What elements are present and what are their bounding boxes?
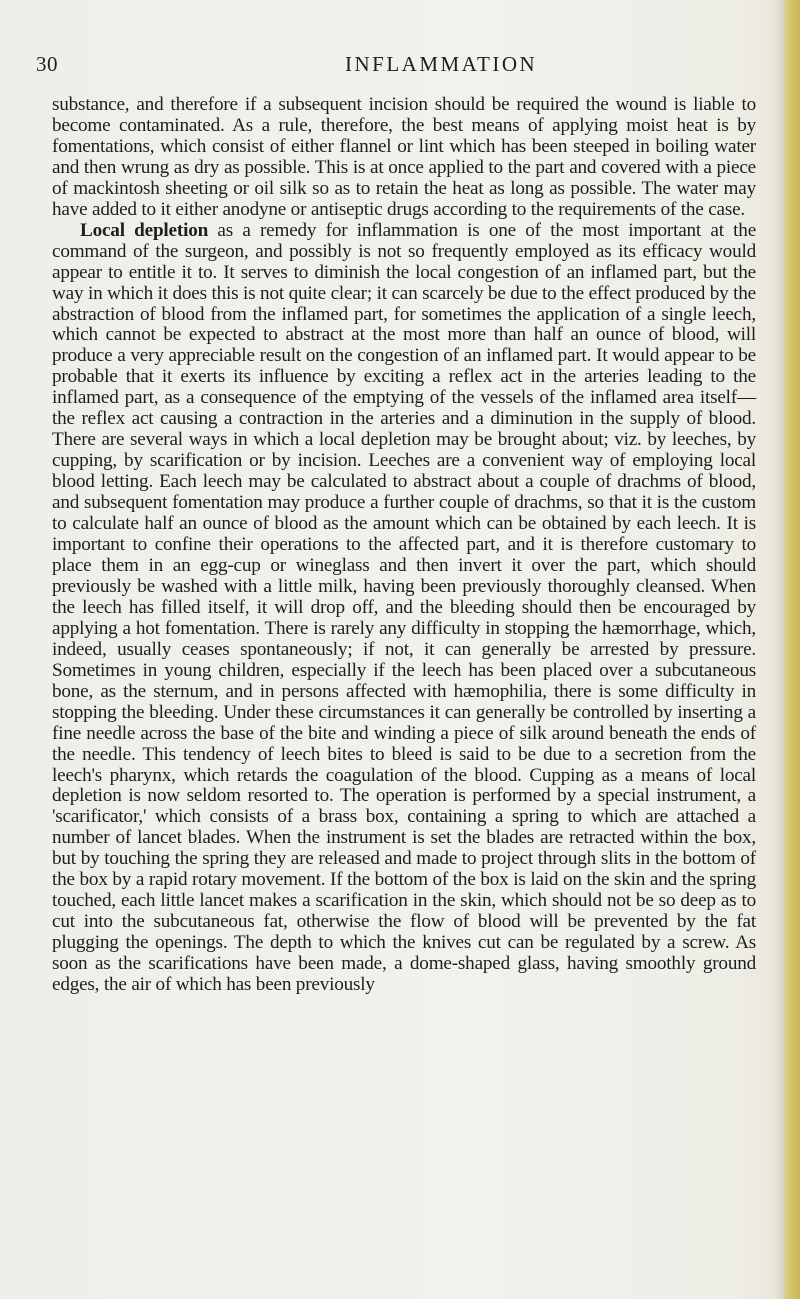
running-head: INFLAMMATION bbox=[345, 52, 538, 76]
page-header bbox=[0, 52, 800, 82]
paragraph-local-depletion bbox=[52, 221, 756, 996]
body-text bbox=[52, 95, 756, 996]
page-number: 30 bbox=[36, 52, 58, 76]
paragraph-lead-term: Local depletion bbox=[80, 219, 209, 241]
paragraph-text: as a remedy for inflammation is one of the most important at the command of the surgeon, and possibly is not so frequently employed as its efficacy would appear to entitle it to. It serves to diminish the local congestion of an inflamed part, but the way in which it does this is not quite clear; it can scarcely be due to the effect produced by the abstraction of blood from the inflamed part, for sometimes the application of a single leech, which cannot be expected to abstract at the most more than half an ounce of blood, will produce a very appreciable result on the congestion of an inflamed part. It would appear to be probable that it exerts its influence by exciting a reflex act in the arteries leading to the inflamed part, as a consequence of the emptying of the vessels of the inflamed area itself—the reflex act causing a contraction in the arteries and a diminution in the supply of blood. There are several ways in which a local depletion may be brought about; viz. by leeches, by cupping, by scarification or by incision. Leeches are a convenient way of employing local blood letting. Each leech may be calculated to abstract about a couple of drachms of blood, and subsequent fomentation may produce a further couple of drachms, so that it is the custom to calculate half an ounce of blood as the amount which can be obtained by each leech. It is important to confine their operations to the affected part, and it is therefore customary to place them in an egg-cup or wineglass and then invert it over the part, which should previously be washed with a little milk, having been previously thoroughly cleansed. When the leech has filled itself, it will drop off, and the bleeding should then be encouraged by applying a hot fomentation. There is rarely any difficulty in stopping the hæmorrhage, which, indeed, usually ceases spontaneously; if not, it can generally be arrested by pressure. Sometimes in young children, especially if the leech has been placed over a subcutaneous bone, as the sternum, and in persons affected with hæmophilia, there is some difficulty in stopping the bleeding. Under these circumstances it can generally be controlled by inserting a fine needle across the base of the bite and winding a piece of silk around beneath the ends of the needle. This tendency of leech bites to bleed is said to be due to a secretion from the leech's pharynx, which retards the coagulation of the blood. Cupping as a means of local depletion is now seldom resorted to. The operation is performed by a special instrument, a 'scarificator,' which consists of a brass box, containing a spring to which are attached a number of lancet blades. When the instrument is set the blades are retracted within the box, but by touching the spring they are released and made to project through slits in the bottom of the box by a rapid rotary movement. If the bottom of the box is laid on the skin and the spring touched, each little lancet makes a scarification in the skin, which should not be so deep as to cut into the subcutaneous fat, otherwise the flow of blood will be prevented by the fat plugging the openings. The depth to which the knives cut can be regulated by a screw. As soon as the scarifications have been made, a dome-shaped glass, having smoothly ground edges, the air of which has been previously bbox=[52, 219, 757, 996]
page-edge-strip bbox=[784, 0, 800, 1299]
paragraph-text: substance, and therefore if a subsequent incision should be required the wound is liable to become contaminated. As a rule, therefore, the best means of applying moist heat is by fomentations, which consist of either flannel or lint which has been steeped in boiling water and then wrung as dry as possible. This is at once applied to the part and covered with a piece of mackintosh sheeting or oil silk so as to retain the heat as long as possible. The water may have added to it either anodyne or antiseptic drugs according to the requirements of the case. bbox=[52, 94, 756, 220]
page-gutter-shadow bbox=[774, 0, 784, 1299]
paragraph-fomentations bbox=[52, 95, 756, 221]
